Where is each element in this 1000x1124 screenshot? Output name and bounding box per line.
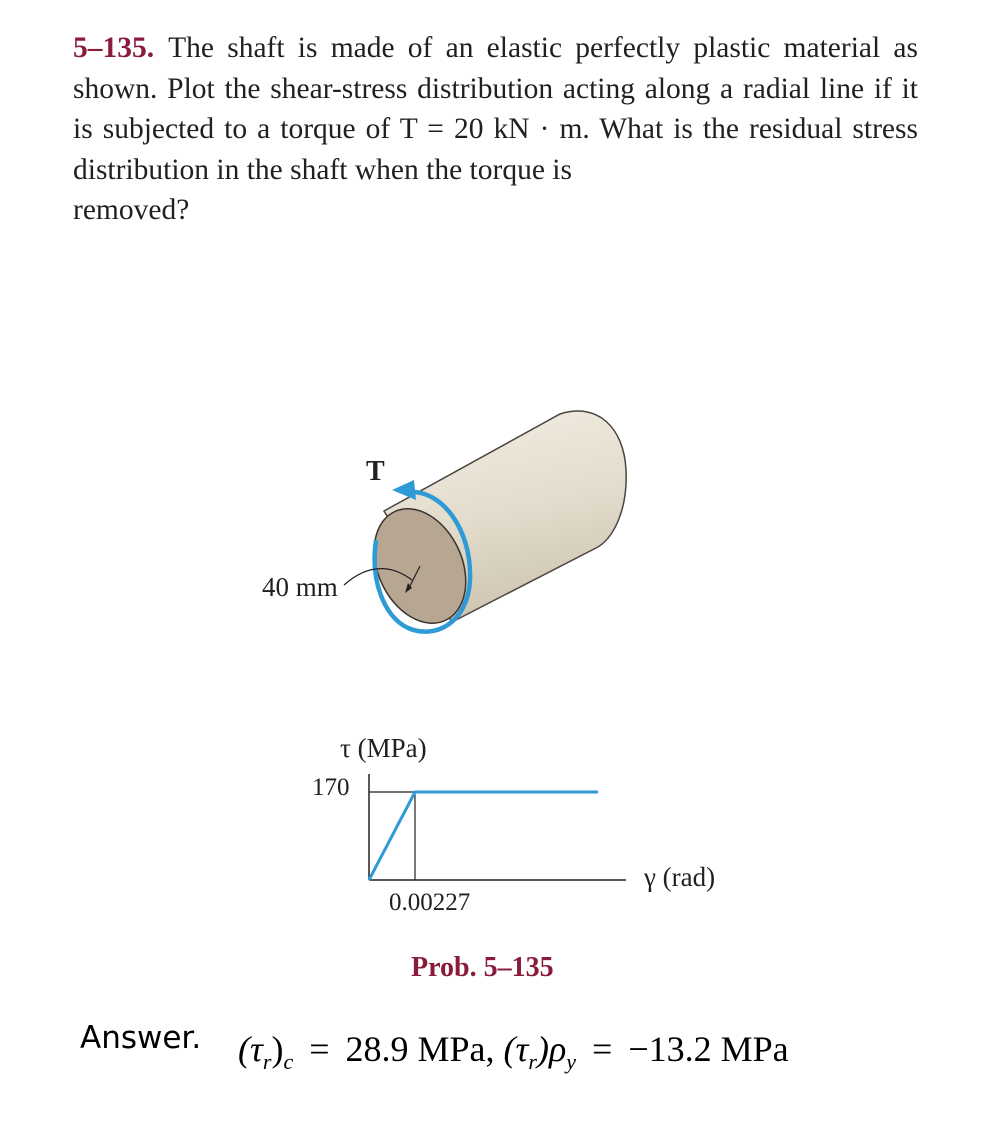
radius-label: 40 mm [262, 572, 338, 602]
sub-r-2: r [528, 1049, 537, 1075]
tau-axis-label: τ (MPa) [340, 733, 427, 763]
gamma-axis-label: γ (rad) [644, 862, 716, 892]
tau-r-open: (τ [238, 1029, 263, 1069]
problem-text: The shaft is made of an elastic perfectly plastic material as shown. Plot the shear-stress distribution acting along a radial line if it is subjected to a torque of T = 20 kN · m. What is the residual stress distribution in the shaft when the torque is [73, 32, 918, 186]
answer-value-1: 28.9 MPa, [345, 1029, 495, 1069]
tau-r-open-2: (τ [503, 1029, 529, 1069]
paren-rho: )ρ [536, 1029, 567, 1069]
problem-number: 5–135. [73, 32, 155, 64]
equals-1: = [309, 1029, 330, 1069]
torque-label: T [366, 456, 385, 487]
equals-2: = [592, 1029, 613, 1069]
sub-r: r [262, 1049, 272, 1075]
problem-text-last-line: removed? [73, 194, 190, 227]
yield-stress-label: 170 [312, 774, 350, 801]
sub-c: c [283, 1049, 294, 1075]
figure-caption: Prob. 5–135 [411, 952, 554, 983]
strain-tick-label: 0.00227 [389, 889, 471, 916]
paren-close: ) [271, 1029, 284, 1069]
torque-arrowhead [392, 480, 416, 500]
answer-prefix: Answer. [80, 1020, 202, 1056]
stress-strain-curve [369, 792, 598, 880]
answer-formula [238, 1028, 789, 1075]
sub-y: y [566, 1049, 577, 1075]
answer-value-2: −13.2 MPa [628, 1029, 789, 1069]
